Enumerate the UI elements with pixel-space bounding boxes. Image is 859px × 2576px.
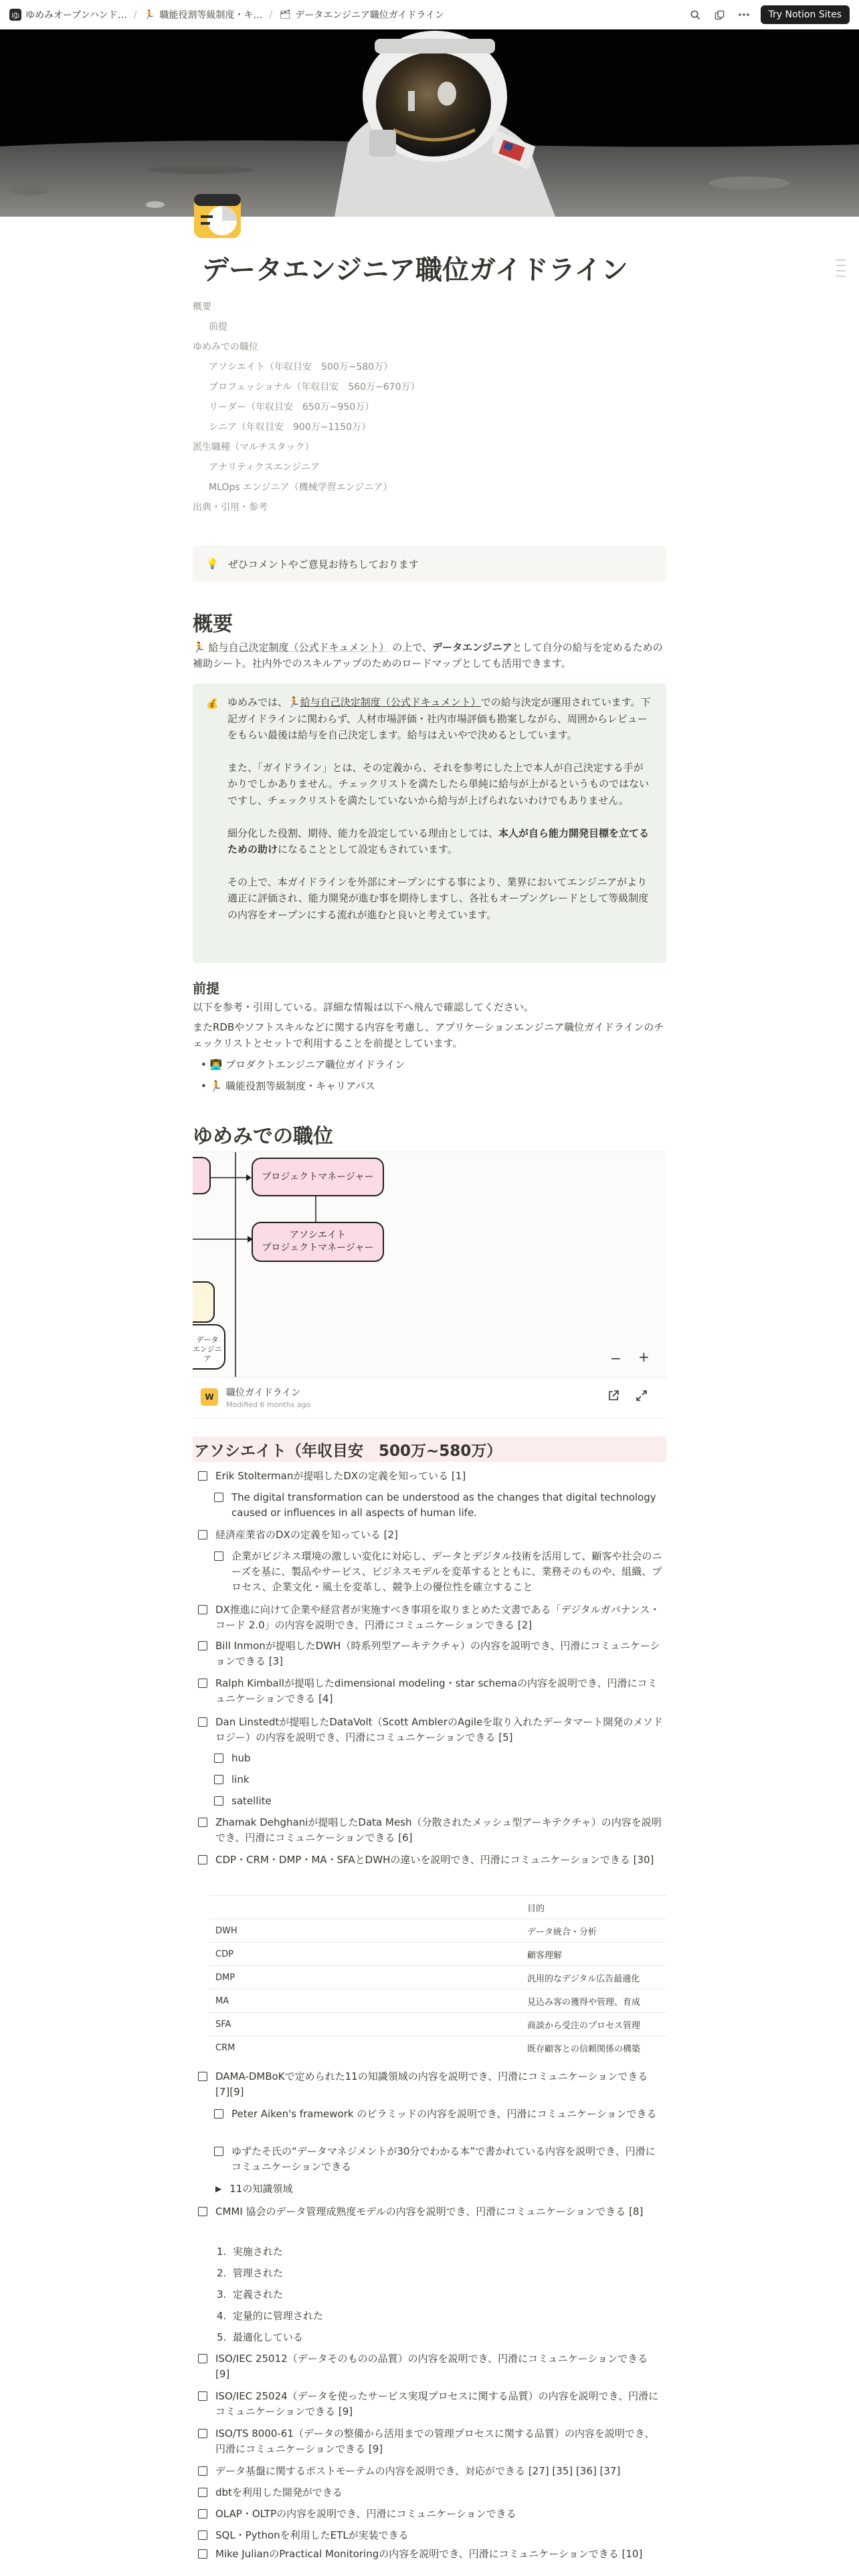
checklist-item[interactable] [198,1638,664,1669]
breadcrumb-2[interactable] [143,8,262,21]
runner-icon: 🏃 [209,1080,223,1092]
numbered-item: 5. 最適化している [217,2331,303,2343]
breadcrumb-separator: / [133,9,137,20]
checkbox[interactable] [214,1753,223,1763]
checklist-item[interactable] [198,2204,664,2220]
checklist-text: ISO/IEC 25024（データを使ったサービス実現プロセスに関する品質）の内容を説明でき、円滑にコミュニケーションできる [9] [215,2390,659,2418]
checkbox[interactable] [214,1796,223,1806]
checklist-text: Bill Inmonが提唱したDWH（時系列型アーキテクチャ）の内容を説明でき、円滑にコミュニケーションできる [3] [215,1640,660,1667]
breadcrumb-3[interactable] [279,8,444,21]
feedback-callout [193,546,666,582]
callout-text: 細分化した役割、期待、能力を設定している理由としては、 [227,827,499,839]
table-row [209,1919,666,1943]
checkbox[interactable] [198,2391,207,2401]
whimsical-icon: W [201,1388,218,1406]
intro-text: として自分の給与を定めるための補助シート。社内外でのスキルアップのためのロードマップとしても活用できます。 [193,641,663,669]
toc-item[interactable]: プロフェッショナル（年収目安 560万~670万） [209,382,420,393]
embed-footer [193,1376,666,1418]
overview-heading: 概要 [193,613,233,636]
lightbulb-icon: 💡 [206,558,219,570]
toc-item[interactable]: アナリティクスエンジニア [209,462,320,473]
numbered-text: 定量的に管理された [232,2310,323,2322]
numbered-text: 最適化している [232,2331,303,2343]
checklist-item[interactable] [214,1772,664,1788]
table-header-row [209,1896,666,1919]
callout-text: での給与決定が運用されています。下記ガイドラインに関わらず、人材市場評価・社内市場評価も勘案しながら、周囲からレビューをもらい最後は給与を自己決定します。給与はえいやで決めるとしています。 [227,696,651,742]
callout-text: になることとして設定もされています。 [278,843,458,856]
table-cell: 汎用的なデジタル広告最適化 [520,1966,666,1990]
embed-modified: Modified 6 months ago [226,1400,311,1409]
checklist-text: Zhamak Dehghaniが提唱したData Mesh（分散されたメッシュ型アーキテクチャ）の内容を説明でき、円滑にコミュニケーションできる [6] [215,1816,662,1844]
numbered-item: 3. 定義された [217,2288,283,2300]
checklist-item[interactable] [198,1602,664,1633]
premise-link-1[interactable]: • 👨‍💻 プロダクトエンジニア職位ガイドライン [201,1059,405,1071]
checklist-text: 企業がビジネス環境の激しい変化に対応し、データとデジタル技術を活用して、顧客や社会のニーズを基に、製品やサービス、ビジネスモデルを変革するとともに、業務そのものや、組織、プロセス、企業文化・風土を変革し、競争上の優位性を確立すること [231,1550,662,1593]
checklist-text: Erik Stoltermanが提唱したDXの定義を知っている [1] [215,1470,466,1482]
try-notion-sites-button[interactable]: Try Notion Sites [761,5,850,24]
checklist-text: The digital transformation can be understood as the changes that digital technology caused or influences in all aspects of human life. [231,1491,656,1519]
checkbox[interactable] [214,2147,223,2156]
overview-intro [193,639,666,671]
table-row [209,1943,666,1966]
intro-bold: データエンジニア [432,641,512,653]
table-cell: 商談から受注のプロセス管理 [520,2013,666,2036]
breadcrumb-1[interactable] [9,8,127,21]
premise-heading: 前提 [193,980,219,996]
search-icon[interactable] [688,7,703,22]
toggle-item[interactable] [215,2181,665,2197]
checklist-item[interactable] [214,1490,664,1521]
associate-heading: アソシエイト（年収目安 500万~580万） [193,1436,666,1462]
whiteboard-diagram[interactable] [193,1152,666,1378]
toggle-triangle-icon[interactable]: ▶ [215,2184,222,2193]
checklist-text: SQL・Pythonを利用したETLが実装できる [215,2529,409,2541]
checklist-item[interactable] [198,2547,664,2562]
toc-item[interactable]: 前提 [209,322,227,332]
table-cell: 顧客理解 [520,1943,666,1966]
duplicate-icon[interactable] [712,7,727,22]
checkbox[interactable] [198,2466,207,2476]
page-icon-small: 🗂 [279,9,291,20]
checkbox[interactable] [198,1717,207,1727]
toc-item[interactable]: シニア（年収目安 900万~1150万） [209,422,371,433]
runner-icon: 🏃 [193,641,205,653]
diagram-node-associate-pm[interactable] [252,1222,384,1262]
premise-p2: またRDBやソフトスキルなどに関する内容を考慮し、アプリケーションエンジニア職位ガイドラインのチェックリストとセットで利用することを前提としています。 [193,1021,664,1049]
workspace-icon: ゆ [9,9,21,21]
checklist-text: Peter Aiken's framework のピラミッドの内容を説明でき、円滑にコミュニケーションできる [231,2108,657,2120]
checklist-item[interactable] [198,2485,664,2500]
checklist-text: OLAP・OLTPの内容を説明でき、円滑にコミュニケーションできる [215,2508,516,2520]
breadcrumb-label: 職能役割等級制度・キ… [159,10,263,21]
checklist-text: Dan Linstedtが提唱したDataVolt（Scott AmblerのAgileを取り入れたデータマート開発のメソドロジー）の内容を説明でき、円滑にコミュニケーションできる [5] [215,1716,663,1743]
table-row [209,1990,666,2013]
money-bag-icon: 💰 [206,697,219,710]
checklist-text: ISO/TS 8000-61（データの整備から活用までの管理プロセスに関する品質）の内容を説明でき、円滑にコミュニケーションできる [9] [215,2428,655,2455]
table-cell: DWH [209,1919,520,1943]
checklist-item[interactable] [198,2528,664,2543]
table-cell: 見込み客の獲得や管理、育成 [520,1990,666,2013]
premise-link-2[interactable]: • 🏃 職能役割等級制度・キャリアパス [201,1080,375,1092]
table-row [209,2013,666,2036]
checkbox[interactable] [198,1530,207,1539]
intro-text: の上で、 [392,641,432,653]
checklist-item[interactable] [214,1794,664,1809]
checkbox[interactable] [198,2354,207,2363]
table-cell: MA [209,1990,520,2013]
checklist-item[interactable] [198,2069,664,2100]
checklist-item[interactable] [198,2506,664,2522]
top-bar [0,0,859,29]
numbered-text: 定義された [232,2288,283,2300]
numbered-text: 実施された [232,2246,283,2258]
runner-icon: 🏃 [144,9,155,20]
checklist-text: Ralph Kimballが提唱したdimensional modeling・star schemaの内容を説明でき、円滑にコミュニケーションできる [4] [215,1677,658,1705]
toc-item[interactable]: 派生職種（マルチスタック） [193,442,314,453]
checklist-item[interactable] [214,2107,664,2122]
table-cell: 既存顧客との信頼関係の構築 [520,2036,666,2060]
table-cell: DMP [209,1966,520,1990]
outline-marker[interactable] [836,270,846,272]
toc-item[interactable]: MLOps エンジニア（機械学習エンジニア） [209,482,393,493]
checklist-item[interactable] [198,1469,664,1484]
numbered-item: 2. 管理された [217,2267,283,2279]
checkbox[interactable] [198,1641,207,1650]
more-icon[interactable] [737,7,751,22]
diagram-node-data-engineer[interactable] [193,1335,222,1364]
node-line: プロジェクトマネージャー [262,1243,374,1253]
checklist-text: ゆずたそ氏の“データマネジメントが30分でわかる本”で書かれている内容を説明でき、円滑にコミュニケーションできる [231,2145,656,2173]
fullscreen-icon[interactable] [636,1390,648,1404]
checklist-text: ISO/IEC 25012（データそのものの品質）の内容を説明でき、円滑にコミュニケーションできる [9] [215,2353,648,2380]
outline-marker[interactable] [836,259,846,261]
zoom-out-button[interactable]: − [610,1350,622,1366]
table-row [209,1966,666,1990]
checklist-item[interactable] [214,1751,664,1766]
checklist-text: CDP・CRM・DMP・MA・SFAとDWHの違いを説明でき、円滑にコミュニケーションできる [30] [215,1854,654,1866]
table-header-cell: 目的 [520,1896,666,1919]
checkbox[interactable] [214,2109,223,2119]
node-line: データ [196,1335,219,1344]
salary-doc-link[interactable]: 給与自己決定制度（公式ドキュメント） [208,641,389,653]
checklist-item[interactable] [198,2464,664,2479]
checklist-text: データ基盤に関するポストモーテムの内容を説明でき、対応ができる [27] [35] [36] [37] [215,2465,621,2477]
runner-icon: 🏃 [288,696,300,708]
node-line: アソシエイト [289,1230,346,1241]
positions-heading: ゆめみでの職位 [193,1125,333,1148]
toc-item[interactable]: リーダー（年収目安 650万~950万） [209,402,375,413]
checklist-item[interactable] [198,1715,664,1745]
callout-paragraph: その上で、本ガイドラインを外部にオープンにする事により、業界においてエンジニアがより適正に評価され、能力開発が進む事を期待しますし、各社もオープングレードとして等級制度の内容をオープンにする流れが進むと良いと考えています。 [227,875,649,921]
checklist-text: Mike JulianのPractical Monitoringの内容を説明でき、円滑にコミュニケーションできる [10] [215,2548,643,2560]
checkbox[interactable] [198,2072,207,2081]
breadcrumb-label: ゆめみオープンハンド… [25,10,127,21]
toc-item[interactable]: ゆめみでの職位 [193,342,258,352]
toc-item[interactable]: 出典・引用・参考 [193,502,268,513]
checkbox[interactable] [198,2531,207,2540]
table-header-cell [209,1896,520,1919]
checklist-text: CMMI 協会のデータ管理成熟度モデルの内容を説明でき、円滑にコミュニケーションできる [8] [215,2206,644,2218]
page-emoji-icon[interactable] [191,190,244,242]
table-cell: CDP [209,1943,520,1966]
checkbox[interactable] [214,1775,223,1784]
embed-title[interactable]: 職位ガイドライン [226,1388,301,1398]
checkbox[interactable] [198,1855,207,1864]
checkbox[interactable] [198,2549,207,2559]
toc-item[interactable]: アソシエイト（年収目安 500万~580万） [209,362,393,372]
toggle-text: 11の知識領域 [229,2183,293,2195]
cover-image [0,29,859,217]
checklist-text: DX推進に向けて企業や経営者が実施すべき事項を取りまとめた文書である「デジタルガバナンス・コード 2.0」の内容を説明でき、円滑にコミュニケーションできる [2] [215,1604,660,1631]
callout-bold: 本人が自ら能力開発目標を立てるための助け [227,827,650,856]
checkbox[interactable] [198,2207,207,2216]
checklist-text: link [231,1774,250,1786]
checklist-text: dbtを利用した開発ができる [215,2486,343,2498]
green-callout [193,683,666,963]
callout-paragraph [227,825,653,858]
table-row [209,2036,666,2060]
numbered-text: 管理された [232,2267,283,2279]
table-cell: CRM [209,2036,520,2060]
checklist-item[interactable] [198,2426,664,2457]
table-of-contents [193,297,666,518]
outline-marker[interactable] [836,276,846,277]
feedback-text: ぜひコメントやご意見お待ちしております [227,558,419,570]
table-cell: SFA [209,2013,520,2036]
checklist-item[interactable] [198,1676,664,1707]
numbered-item: 1. 実施された [217,2246,283,2258]
diagram-node-pm[interactable]: プロジェクトマネージャー [252,1158,384,1196]
checklist-item[interactable] [214,2144,664,2175]
salary-doc-link[interactable]: 給与自己決定制度（公式ドキュメント） [300,696,481,708]
checklist-item[interactable] [214,1549,664,1595]
checkbox[interactable] [198,1471,207,1481]
checklist-text: 経済産業省のDXの定義を知っている [2] [215,1529,398,1541]
premise-p1: 以下を参考・引用している。詳細な情報は以下へ飛んで確認してください。 [193,1001,535,1013]
checklist-item[interactable] [198,2351,664,2382]
checklist-item[interactable] [198,1852,664,1868]
comparison-table [209,1895,666,2059]
checklist-text: DAMA-DMBoKで定められた11の知識領域の内容を説明でき、円滑にコミュニケーションできる [7][9] [215,2070,648,2098]
numbered-item: 4. 定量的に管理された [217,2310,323,2322]
checkbox[interactable] [198,2429,207,2438]
callout-text: ゆめみでは、 [227,696,288,708]
link-text[interactable]: 職能役割等級制度・キャリアパス [225,1080,375,1092]
checkbox[interactable] [198,1605,207,1614]
zoom-in-button[interactable]: + [638,1349,650,1365]
checklist-text: satellite [231,1795,272,1807]
checkbox[interactable] [198,2488,207,2497]
table-cell: データ統合・分析 [520,1919,666,1943]
top-actions [688,5,850,24]
toc-item[interactable]: 概要 [193,302,211,312]
checklist-text: hub [231,1752,251,1764]
checklist-item[interactable] [198,1815,664,1846]
node-line: エンジニア [193,1345,222,1363]
breadcrumb-label: データエンジニア職位ガイドライン [295,10,445,21]
callout-paragraph: また、「ガイドライン」とは、その定義から、それを参考にした上で本人が自己決定する手がかりでしかありません。チェックリストを満たしたら単純に給与が上がるというものではないですし、チェックリストを満たしていないから給与が上げられないわけでもありません。 [227,761,650,807]
callout-paragraph [227,694,653,744]
page-title: データエンジニア職位ガイドライン [202,255,628,286]
checklist-item[interactable] [198,1527,664,1543]
checkbox[interactable] [214,1493,223,1502]
checkbox[interactable] [214,1551,223,1561]
checklist-item[interactable] [198,2389,664,2420]
link-text[interactable]: プロダクトエンジニア職位ガイドライン [225,1059,405,1071]
checkbox[interactable] [198,1818,207,1827]
checkbox[interactable] [198,2509,207,2518]
open-external-icon[interactable] [607,1390,619,1404]
checkbox[interactable] [198,1679,207,1688]
breadcrumb-separator: / [269,9,273,20]
product-icon: 👨‍💻 [209,1059,223,1071]
outline-marker[interactable] [836,265,846,266]
